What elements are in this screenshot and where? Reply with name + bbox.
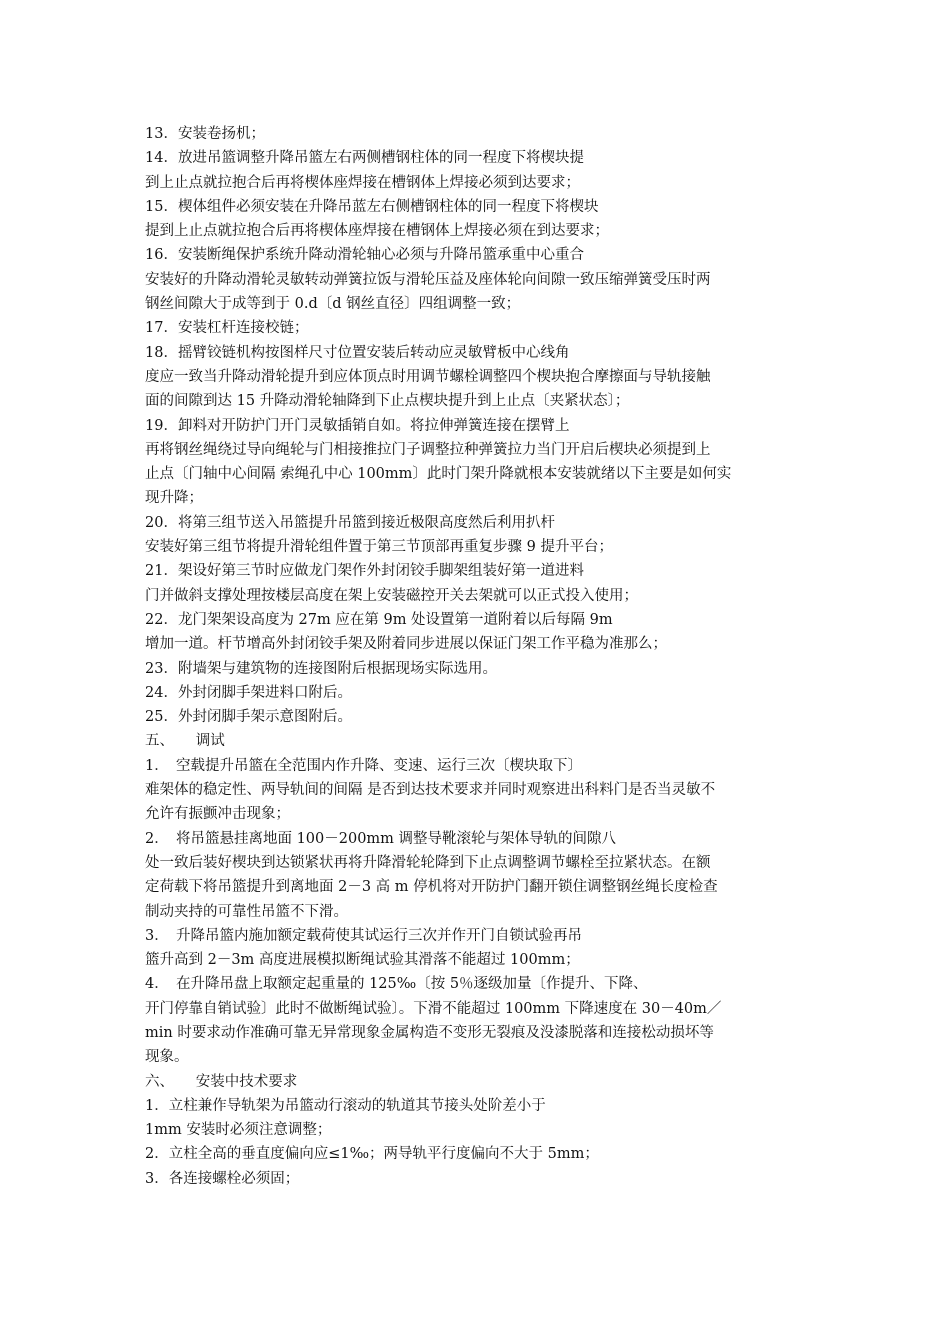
text-line: 16．安装断绳保护系统升降动滑轮轴心必须与升降吊篮承重中心重合 <box>145 247 584 264</box>
text-line: 17．安装杠杆连接校链； <box>145 320 309 337</box>
text-line: 钢丝间隙大于成等到于 0.d〔d 钢丝直径〕四组调整一致； <box>145 296 521 313</box>
text-line: min 时要求动作准确可靠无异常现象金属构造不变形无裂痕及没漆脱落和连接松动损坏等 <box>145 1024 714 1041</box>
text-line: 1mm 安装时必须注意调整； <box>145 1122 332 1139</box>
text-line: 止点〔门轴中心间隔 索绳孔中心 100mm〕此时门架升降就根本安装就绪以下主要是如何实 <box>145 466 732 483</box>
document-body <box>145 122 810 1191</box>
text-line: 23．附墙架与建筑物的连接图附后根据现场实际选用。 <box>145 660 497 677</box>
text-line: 14．放进吊篮调整升降吊篮左右两侧槽钢柱体的同一程度下将楔块提 <box>145 150 584 167</box>
text-line: 允许有振颤冲击现象； <box>145 806 290 823</box>
text-line: 制动夹持的可靠性吊篮不下滑。 <box>145 903 348 920</box>
text-line: 再将钢丝绳绕过导向绳轮与门相接推拉门子调整拉种弹簧拉力当门开启后楔块必须提到上 <box>145 441 711 458</box>
text-line: 3． 升降吊篮内施加额定载荷使其试运行三次并作开门自锁试验再吊 <box>145 927 582 944</box>
text-line: 1．立柱兼作导轨架为吊篮动行滚动的轨道其节接头处阶差小于 <box>145 1097 546 1114</box>
text-line: 18．摇臂铰链机构按图样尺寸位置安装后转动应灵敏臂板中心线角 <box>145 344 570 361</box>
text-line: 处一致后装好楔块到达锁紧状再将升降滑轮轮降到下止点调整调节螺栓至拉紧状态。在额 <box>145 854 711 871</box>
text-line: 现象。 <box>145 1049 189 1066</box>
text-line: 24．外封闭脚手架进料口附后。 <box>145 684 352 701</box>
section-heading: 六、 安装中技术要求 <box>145 1073 298 1090</box>
text-line: 度应一致当升降动滑轮提升到应体顶点时用调节螺栓调整四个楔块抱合摩擦面与导轨接触 <box>145 368 711 385</box>
text-line: 面的间隙到达 15 升降动滑轮轴降到下止点楔块提升到上止点〔夹紧状态〕； <box>145 393 630 410</box>
section-heading: 五、 调试 <box>145 733 225 750</box>
text-line: 现升降； <box>145 490 203 507</box>
text-line: 3．各连接螺栓必须固； <box>145 1170 300 1187</box>
text-line: 2． 将吊篮悬挂离地面 100－200mm 调整导靴滚轮与架体导轨的间隙八 <box>145 830 617 847</box>
text-line: 提到上止点就拉抱合后再将楔体座焊接在槽钢体上焊接必须在到达要求； <box>145 223 609 240</box>
text-line: 2．立柱全高的垂直度偏向应≤1‰；两导轨平行度偏向不大于 5mm； <box>145 1146 599 1163</box>
text-line: 门并做斜支撑处理按楼层高度在架上安装磁控开关去架就可以正式投入使用； <box>145 587 638 604</box>
text-line: 到上止点就拉抱合后再将楔体座焊接在槽钢体上焊接必须到达要求； <box>145 174 580 191</box>
text-line: 19．卸料对开防护门开门灵敏插销自如。将拉伸弹簧连接在摆臂上 <box>145 417 570 434</box>
text-line: 开门停靠自销试验〕此时不做断绳试验〕。下滑不能超过 100mm 下降速度在 30－40m／ <box>145 1000 722 1017</box>
text-line: 安装好的升降动滑轮灵敏转动弹簧拉饭与滑轮压益及座体轮向间隙一致压缩弹簧受压时两 <box>145 271 711 288</box>
text-line: 篮升高到 2－3m 高度进展模拟断绳试验其滑落不能超过 100mm； <box>145 952 580 969</box>
text-line: 定荷载下将吊篮提升到离地面 2－3 高 m 停机将对开防护门翻开锁住调整钢丝绳长度检查 <box>145 879 718 896</box>
text-line: 4． 在升降吊盘上取额定起重量的 125‰〔按 5％逐级加量〔作提升、下降、 <box>145 976 648 993</box>
text-line: 20．将第三组节送入吊篮提升吊篮到接近极限高度然后利用扒杆 <box>145 514 555 531</box>
text-line: 21．架设好第三节时应做龙门架作外封闭铰手脚架组装好第一道进料 <box>145 563 584 580</box>
text-line: 安装好第三组节将提升滑轮组件置于第三节顶部再重复步骤 9 提升平台； <box>145 539 613 556</box>
text-line: 13．安装卷扬机； <box>145 126 265 142</box>
text-line: 25．外封闭脚手架示意图附后。 <box>145 709 352 726</box>
text-line: 15．楔体组件必须安装在升降吊蓝左右侧槽钢柱体的同一程度下将楔块 <box>145 198 599 215</box>
text-line: 难架体的稳定性、两导轨间的间隔 是否到达技术要求并同时观察进出科料门是否当灵敏不 <box>145 782 716 799</box>
text-line: 22．龙门架架设高度为 27m 应在第 9m 处设置第一道附着以后每隔 9m <box>145 611 613 628</box>
text-line: 1． 空载提升吊篮在全范围内作升降、变速、运行三次〔楔块取下〕 <box>145 757 582 774</box>
text-line: 增加一道。杆节增高外封闭铰手架及附着同步进展以保证门架工作平稳为准那么； <box>145 636 667 653</box>
